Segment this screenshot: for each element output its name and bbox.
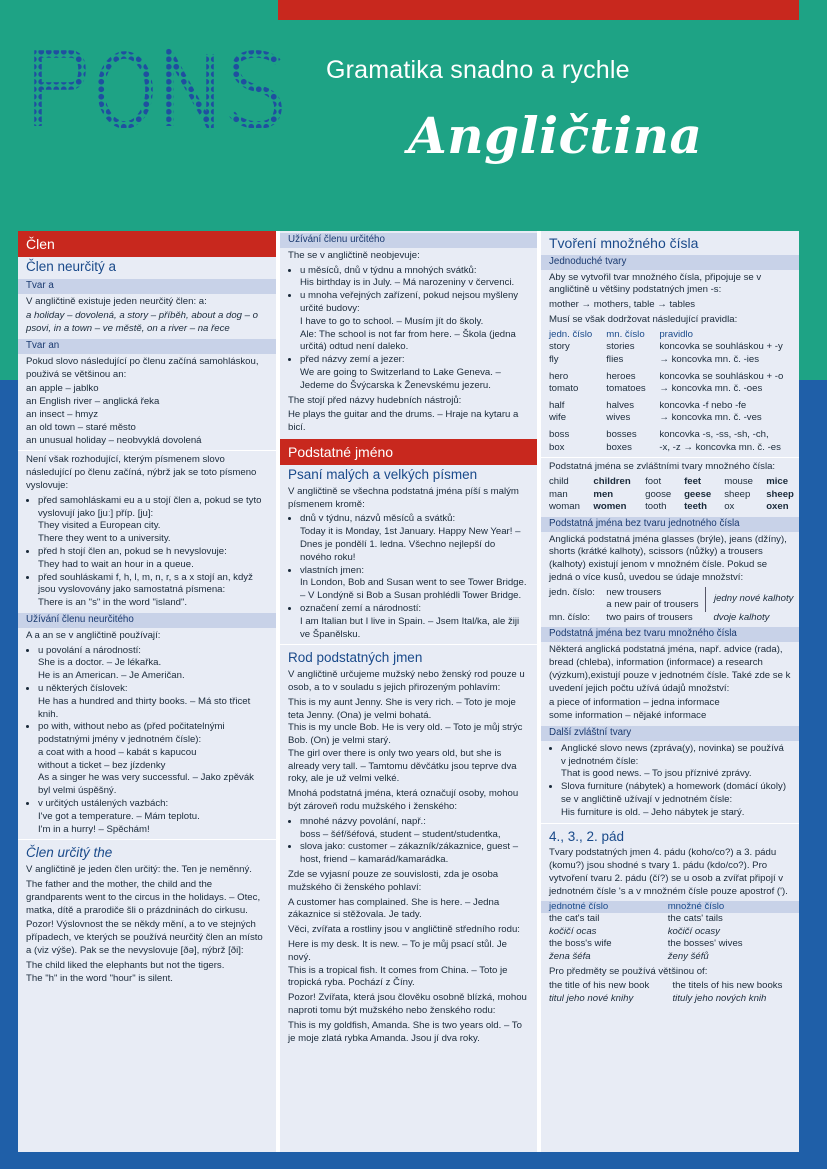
top-red-bar xyxy=(278,0,799,20)
divider xyxy=(18,839,276,840)
instruments-text: The stojí před názvy hudebních nástrojů: xyxy=(288,394,462,406)
gender-things-example: Here is my desk. It is new. – To je můj psací stůl. Je nový. xyxy=(288,939,507,963)
column-1 xyxy=(18,231,276,1152)
column-2 xyxy=(280,231,537,1152)
indef-article-title: Člen neurčitý a xyxy=(26,259,117,274)
table-row: child children foot feet mouse mice xyxy=(549,475,789,487)
case-text: Tvary podstatných jmen 4. pádu (koho/co?) a 3. pádu (komu?) jsou shodné s tvary 1. pádu (kdo/co?). Pro vytvoření tvaru 2. pádu (čí?) se u osob a zvířat připojí v jednotném čísle 's a v množném čísle pouze apostrof ('). xyxy=(549,847,788,897)
no-singular-text: Anglická podstatná jména glasses (brýle), jeans (džíny), shorts (krátké kalhoty), scissors (nůžky) a trousers (kalhoty) existují jenom v množném čísle. Pokud se jedná o více kusů, uvedou se údaje množství: xyxy=(549,533,787,583)
pozor-text: Pozor! Výslovnost the se někdy mění, a to ve stejných případech, ve kterých se používá neurčitý člen an místo a (viz výše). Pak se the nevyslovuje [ðə], nýbrž [ði]: xyxy=(26,919,263,957)
example: I am Italian but I live in Spain. – Jsem Ital/ka, ale žiji ve Španělsku. xyxy=(300,615,520,640)
divider xyxy=(280,644,537,645)
gender-example: This is my aunt Jenny. She is very rich. – Toto je moje teta Jenny. (Ona) je velmi bohatá. xyxy=(288,696,516,721)
gender-more: Mnohá podstatná jména, která označují osoby, mohou být zároveň rodu mužského i ženského: xyxy=(288,788,519,813)
table-row: wife wives → koncovka mn. č. -ves xyxy=(549,412,762,424)
example: He has a hundred and thirty books. – Má sto třicet knih. xyxy=(38,695,251,720)
example: That is good news. – To jsou příznivé zprávy. xyxy=(561,768,752,780)
section-header-clen: Člen xyxy=(18,231,276,257)
list-item: • mnohé názvy povolání, např.: boss – šéf/šéfová, student – student/studentka, xyxy=(300,816,529,842)
example: boss – šéf/šéfová, student – student/studentka, xyxy=(300,828,501,840)
use-indef-text: A a an se v angličtině používají: xyxy=(26,629,161,641)
subheader-simple: Jednoduché tvary xyxy=(541,255,799,270)
title: Angličtina xyxy=(408,106,703,165)
subheader-use-def: Užívání členu určitého xyxy=(280,233,537,248)
pozor-example: The child liked the elephants but not the tigers. xyxy=(26,959,225,971)
tvar-an-text: Pokud slovo následující po členu začíná samohláskou, použivá se většinou an: xyxy=(26,355,259,380)
table-row: boss bosses koncovka -s, -ss, -sh, -ch, xyxy=(549,428,769,440)
trousers-table xyxy=(541,587,799,625)
no-plural-example: a piece of information – jedna informace xyxy=(549,697,720,709)
rules-text: Musí se však dodržovat následující pravidla: xyxy=(549,313,738,325)
divider xyxy=(18,450,276,451)
case-of-table xyxy=(541,980,799,1005)
pozor-example: The "h" in the word "hour" is silent. xyxy=(26,972,173,984)
caps-title: Psaní malých a velkých písmen xyxy=(288,466,478,482)
table-row: woman women tooth teeth ox oxen xyxy=(549,501,789,513)
list-item: • u mnoha veřejných zařízení, pokud nejsou myšleny určité budovy: I have to go to school. – Musím jít do školy. Ale: The school is not far from here. – Škola (jedna určitá) odtud není daleko. xyxy=(300,290,529,354)
simple-text: Aby se vytvořil tvar množného čísla, připojuje se v angličtině u většiny podstatných jmen -s: xyxy=(549,271,762,296)
table-row: half halves koncovka -f nebo -fe xyxy=(549,399,747,411)
table-header: jedn. číslo xyxy=(549,328,593,340)
example: They had to wait an hour in a queue. xyxy=(38,558,194,570)
gender-pozor-example: This is my goldfish, Amanda. She is two years old. – To je moje zlatá rybka Amanda. Jsou jí dva roky. xyxy=(288,1019,522,1044)
list-item: • u některých číslovek: He has a hundred and thirty books. – Má sto třicet knih. xyxy=(38,683,268,721)
subtitle: Gramatika snadno a rychle xyxy=(326,56,630,84)
divider xyxy=(541,457,799,458)
table-row: kočičí ocas kočičí ocasy xyxy=(549,925,720,937)
gender-context: Zde se vyjasní pouze ze souvislosti, zda je osoba mužského či ženského pohlaví: xyxy=(288,869,499,893)
list-item: • označení zemí a národností: I am Italian but I live in Spain. – Jsem Ital/ka, ale žiji ve Španělsku. xyxy=(300,603,529,641)
caps-text: V angličtině se všechna podstatná jména píší s malým písmenem kromě: xyxy=(288,485,519,510)
example: As a singer he was very successful. – Jako zpěvák byl velmi úspěšný. xyxy=(38,772,254,797)
list-item: • u povolání a národností: She is a doctor. – Je lékařka. He is an American. – Je Američan. xyxy=(38,645,268,683)
special-plural-table xyxy=(541,476,799,514)
content-sheet xyxy=(18,231,799,1152)
example: I'm in a hurry! – Spěchám! xyxy=(38,823,150,835)
list-item: • před názvy zemí a jezer: We are going to Switzerland to Lake Geneva. – Jedeme do Švýcarska k Ženevskému jezeru. xyxy=(300,354,529,392)
example: In London, Bob and Susan went to see Tower Bridge. – V Londýně si Bob a Susan prohlédli Tower Bridge. xyxy=(300,577,527,602)
list-item: • v určitých ustálených vazbách: I've got a temperature. – Mám teplotu. I'm in a hurry! – Spěchám! xyxy=(38,798,268,836)
no-plural-example: some information – nějaké informace xyxy=(549,710,707,722)
table-header: mn. číslo xyxy=(606,328,645,340)
gender-list xyxy=(280,816,537,867)
gender-text: V angličtině určujeme mužský nebo ženský rod pouze u osob, a to v souladu s jejich přirozeným pohlavím: xyxy=(288,669,525,693)
instruments-example: He plays the guitar and the drums. – Hraje na kytaru a bicí. xyxy=(288,409,519,434)
divider xyxy=(541,823,799,824)
table-row: mn. číslo: two pairs of trousers dvoje kalhoty xyxy=(549,611,770,623)
list-item: • po with, without nebo as (před počitatelnými podstatnými jmény v jednotném čísle): a coat with a hood – kabát s kapucou without a ticket – bez jízdenky As a singer he was very successful. – Jako zpěvák byl velmi úspěšný. xyxy=(38,721,268,798)
pronunciation-list xyxy=(18,495,276,610)
table-row: the title of his new book the titels of his new books xyxy=(549,980,783,992)
table-row: jedn. číslo: new trousers jedny nové kalhoty xyxy=(541,587,799,600)
gender-things-example: This is a tropical fish. It comes from China. – Toto je tropická ryba. Pochází z Číny. xyxy=(288,964,508,989)
example: without a ticket – bez jízdenky xyxy=(38,759,166,771)
section-header-noun: Podstatné jméno xyxy=(280,439,537,465)
pons-logo xyxy=(30,48,290,133)
gender-example: The girl over there is only two years old, but she is already very tall. – Tamtomu děvčátku jsou teprve dva roky, ale je už velmi velké. xyxy=(288,747,517,785)
table-row: story stories koncovka se souhláskou + -y xyxy=(549,341,783,353)
list-item: • vlastních jmen: In London, Bob and Susan went to see Tower Bridge. – V Londýně si Bob a Susan prohlédli Tower Bridge. xyxy=(300,565,529,603)
gender-example: This is my uncle Bob. He is very old. – Toto je můj strýc Bob. (On) je velmi starý. xyxy=(288,722,523,747)
table-header: pravidlo xyxy=(659,328,693,340)
table-row: titul jeho nové knihy tituly jeho nových knih xyxy=(549,992,767,1004)
an-example: an old town – staré město xyxy=(26,421,136,433)
list-item: • před h stojí člen an, pokud se h nevyslovuje: They had to wait an hour in a queue. xyxy=(38,546,268,572)
subheader-tvar-a: Tvar a xyxy=(18,279,276,294)
example: His furniture is old. – Jeho nábytek je starý. xyxy=(561,806,745,818)
table-row: man men goose geese sheep sheep xyxy=(549,488,794,500)
example: There is an "s" in the word "island". xyxy=(38,597,188,609)
example: I've got a temperature. – Mám teplotu. xyxy=(38,810,200,822)
table-row: the boss's wife the bosses' wives xyxy=(549,938,743,950)
example: Today it is Monday, 1st January. Happy New Year! – Dnes je pondělí 1. ledna. Všechno nejlepší do nového roku! xyxy=(300,526,521,563)
tvar-a-text: V angličtině existuje jeden neurčitý člen: a: xyxy=(26,295,207,307)
case-of-text: Pro předměty se používá většinou of: xyxy=(549,965,708,977)
subheader-no-singular: Podstatná jména bez tvaru jednotného čísla xyxy=(541,517,799,532)
gender-context-example: A customer has complained. She is here. – Jedna zákaznice si stěžovala. Je tady. xyxy=(288,896,500,921)
table-row: hero heroes koncovka se souhláskou + -o xyxy=(549,370,784,382)
table-row: box boxes -x, -z → koncovka mn. č. -es xyxy=(549,441,781,453)
an-example: an apple – jablko xyxy=(26,383,99,395)
tvar-a-examples: a holiday – dovolená, a story – příběh, about a dog – o psovi, in a town – ve městě, on a river – na řece xyxy=(26,310,259,335)
example: Ale: The school is not far from here. – Škola (jedna určitá) odtud není daleko. xyxy=(300,328,516,353)
use-def-text: The se v angličtině neobjevuje: xyxy=(288,249,420,261)
special-text: Podstatná jména se zvláštními tvary množného čísla: xyxy=(549,461,776,473)
table-row: žena šéfa ženy šéfů xyxy=(549,950,709,962)
list-item: • Anglické slovo news (zpráva(y), novinka) se používá v jednotném čísle: That is good news. – To jsou příznivé zprávy. xyxy=(561,743,791,781)
example: We are going to Switzerland to Lake Geneva. – Jedeme do Švýcarska k Ženevskému jezeru. xyxy=(300,366,501,391)
table-row: the cat's tail the cats' tails xyxy=(549,913,723,925)
example: They visited a European city. xyxy=(38,520,161,532)
example: a coat with a hood – kabát s kapucou xyxy=(38,746,197,758)
case-title: 4., 3., 2. pád xyxy=(549,828,625,844)
caps-list xyxy=(280,513,537,641)
subheader-other: Další zvláštní tvary xyxy=(541,726,799,741)
case-table xyxy=(541,901,799,964)
use-def-list xyxy=(280,265,537,393)
subheader-use-indef: Užívání členu neurčitého xyxy=(18,613,276,628)
subheader-no-plural: Podstatná jména bez tvaru množného čísla xyxy=(541,627,799,642)
list-item: • slova jako: customer – zákazník/zákaznice, guest – host, friend – kamarád/kamarádka. xyxy=(300,841,529,867)
def-article-title: Člen určitý the xyxy=(26,845,113,861)
gender-pozor: Pozor! Zvířata, která jsou člověku osobně blízká, mohou naproti tomu být mužského nebo ženského rodu: xyxy=(288,992,527,1017)
an-example: an insect – hmyz xyxy=(26,408,98,420)
table-row: tomato tomatoes → koncovka mn. č. -oes xyxy=(549,383,763,395)
plural-rules-table xyxy=(541,329,799,454)
list-item: • u měsíců, dnů v týdnu a mnohých svátků: His birthday is in July. – Má narozeniny v červenci. xyxy=(300,265,529,291)
example: She is a doctor. – Je lékařka. xyxy=(38,657,162,669)
example: He is an American. – Je Američan. xyxy=(38,670,185,682)
gender-things: Věci, zvířata a rostliny jsou v angličtině středního rodu: xyxy=(288,924,520,936)
pronunciation-text: Není však rozhodující, kterým písmenem slovo následující po členu začíná, nýbrž jak se toto písmeno vyslovuje: xyxy=(26,454,257,491)
table-row: fly flies → koncovka mn. č. -ies xyxy=(549,353,760,365)
gender-title: Rod podstatných jmen xyxy=(288,650,423,666)
example: I have to go to school. – Musím jít do školy. xyxy=(300,315,484,327)
table-row: a new pair of trousers xyxy=(606,599,699,611)
an-example: an unusual holiday – neobvyklá dovolená xyxy=(26,434,202,446)
table-header: jednotné číslo xyxy=(541,901,660,914)
no-plural-text: Některá anglická podstatná jména, např. advice (rada), bread (chleba), information (informace) a research (výzkum),existují pouze v jednotném čísle. Také zde se k uvedení jejich počtu užívá údajů množství: xyxy=(549,644,791,694)
simple-example: mother → mothers, table → tables xyxy=(549,299,696,311)
list-item: • Slova furniture (nábytek) a homework (domácí úkoly) se v angličtině užívají v jednotném čísle: His furniture is old. – Jeho nábytek je starý. xyxy=(561,781,791,819)
use-indef-list xyxy=(18,645,276,837)
other-list xyxy=(541,743,799,820)
list-item: • před souhláskami f, h, l, m, n, r, s a x stojí an, když jsou vyslovovány jako samostatná písmena: There is an "s" in the word "island". xyxy=(38,572,268,610)
column-3 xyxy=(541,231,799,1152)
def-example: The father and the mother, the child and the grandparents went to the circus in the holidays. – Otec, matka, dítě a prarodiče šli o prázdninách do cirkusu. xyxy=(26,879,261,916)
an-example: an English river – anglická řeka xyxy=(26,396,160,408)
subheader-tvar-an: Tvar an xyxy=(18,339,276,354)
table-header: množné číslo xyxy=(660,901,799,914)
example: There they went to a university. xyxy=(38,533,171,545)
def-text: V angličtině je jeden člen určitý: the. Ten je neměnný. xyxy=(26,864,252,876)
plural-title: Tvoření množného čísla xyxy=(549,235,699,251)
list-item: • dnů v týdnu, názvů měsíců a svátků: Today it is Monday, 1st January. Happy New Year! – Dnes je pondělí 1. ledna. Všechno nejlepší do nového roku! xyxy=(300,513,529,564)
example: His birthday is in July. – Má narozeniny v červenci. xyxy=(300,277,515,289)
list-item: • před samohláskami eu a u stojí člen a, pokud se tyto vyslovují jako [juː] příp. [ju]: They visited a European city. There they went to a university. xyxy=(38,495,268,546)
